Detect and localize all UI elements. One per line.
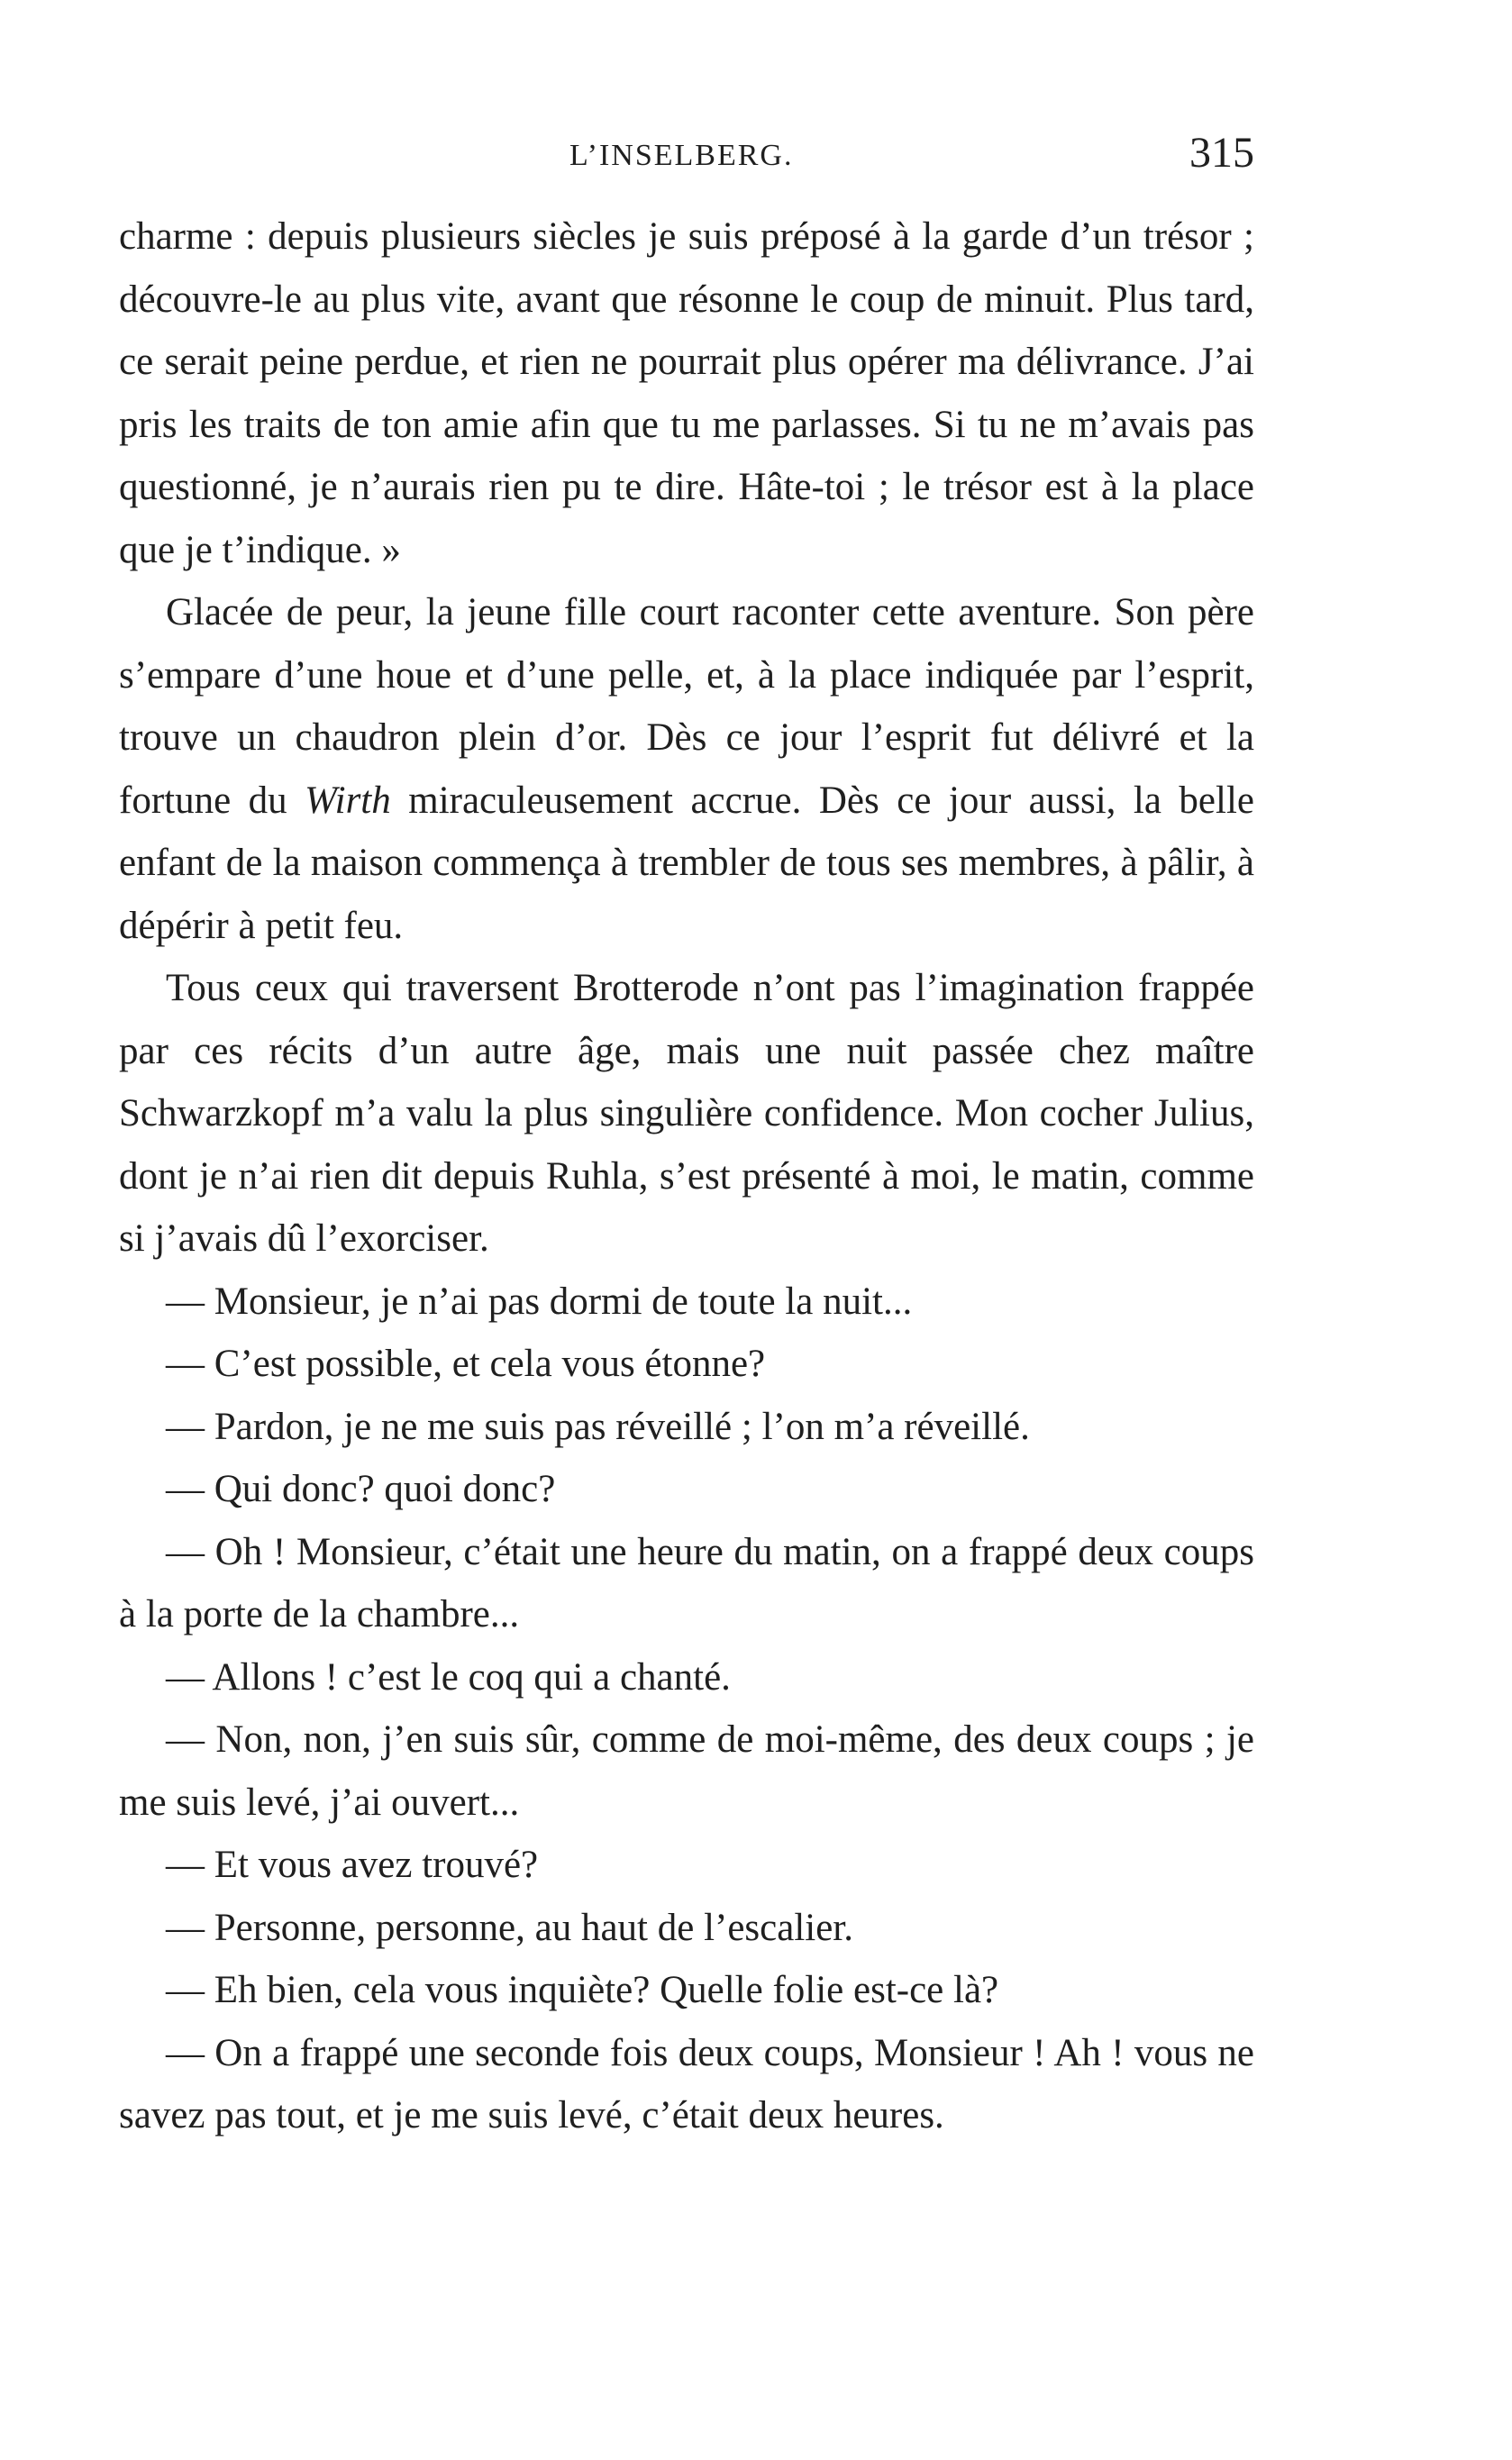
dialogue-line: — Et vous avez trouvé? (166, 1844, 539, 1886)
dialogue-line: — On a frappé une seconde fois deux coups, Monsieur ! Ah ! vous ne savez pas tout, et je me suis levé, c’était deux heures. (119, 2031, 1254, 2137)
running-head (119, 128, 1254, 182)
paragraph-text: Glacée de peur, la jeune fille court raconter cette aventure. Son père s’empare d’une houe et d’une pelle, et, à la place indiquée par l’esprit, trouve un chaudron plein d’or. Dès ce jour l’esprit fut délivré et la fortune du (119, 591, 1254, 822)
body-text (119, 205, 1254, 2147)
dialogue-line: — Allons ! c’est le coq qui a chanté. (166, 1655, 731, 1699)
paragraph-wirth (119, 581, 1254, 957)
dialogue-line: — Non, non, j’en suis sûr, comme de moi-même, des deux coups ; je me suis levé, j’ai ouvert... (119, 1718, 1254, 1824)
dialogue-line: — Eh bien, cela vous inquiète? Quelle folie est-ce là? (166, 1969, 999, 2011)
dialogue-line: — Oh ! Monsieur, c’était une heure du matin, on a frappé deux coups à la porte de la chambre... (119, 1530, 1254, 1635)
page-number: 315 (1189, 129, 1254, 177)
paragraph-continuation: charme : depuis plusieurs siècles je suis préposé à la garde d’un trésor ; découvre-le au plus vite, avant que résonne le coup de minuit. Plus tard, ce serait peine perdue, et rien ne pourrait plus opérer ma délivrance. J’ai pris les traits de ton amie afin que tu me parlasses. Si tu ne m’avais pas questionné, je n’aurais rien pu te dire. Hâte-toi ; le trésor est à la place que je t’indique. » (119, 215, 1254, 571)
running-title: L’INSELBERG. (569, 139, 794, 172)
dialogue-line: — Monsieur, je n’ai pas dormi de toute la nuit... (166, 1280, 913, 1323)
dialogue-line: — Pardon, je ne me suis pas réveillé ; l’on m’a réveillé. (166, 1405, 1030, 1448)
paragraph-text: miraculeusement accrue. Dès ce jour aussi, la belle enfant de la maison commença à trembler de tous ses membres, à pâlir, à dépérir à petit feu. (119, 779, 1254, 947)
paragraph-brotterode: Tous ceux qui traversent Brotterode n’ont pas l’imagination frappée par ces récits d’un autre âge, mais une nuit passée chez maître Schwarzkopf m’a valu la plus singulière confidence. Mon cocher Julius, dont je n’ai rien dit depuis Ruhla, s’est présenté à moi, le matin, comme si j’avais dû l’exorciser. (119, 967, 1254, 1260)
dialogue-line: — Personne, personne, au haut de l’escalier. (166, 1906, 853, 1949)
dialogue-line: — C’est possible, et cela vous étonne? (166, 1343, 766, 1385)
dialogue-line: — Qui donc? quoi donc? (166, 1468, 556, 1510)
emphasis-wirth: Wirth (305, 779, 391, 822)
